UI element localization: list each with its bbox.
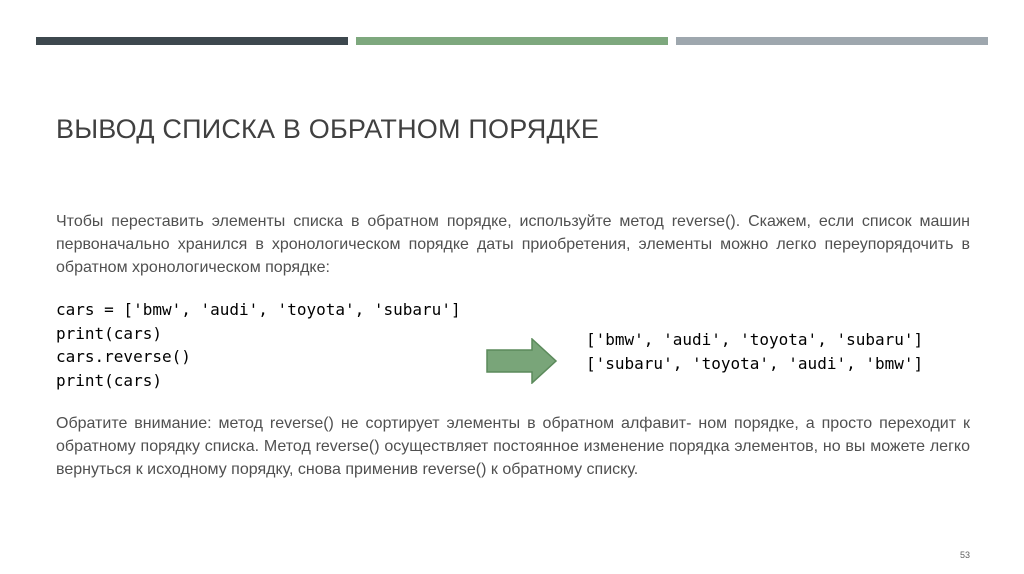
output-line: ['bmw', 'audi', 'toyota', 'subaru'] [586, 330, 924, 349]
intro-paragraph: Чтобы переставить элементы списка в обратном порядке, используйте метод reverse(). Скажем, если список машин первоначально хранился в хронологическом порядке даты приобретения, элементы можно легко переупорядочить в обратном хронологическом порядке: [56, 213, 970, 276]
top-decor-bar-gray [676, 37, 988, 45]
slide-title: ВЫВОД СПИСКА В ОБРАТНОМ ПОРЯДКЕ [56, 114, 600, 144]
top-decor-bar-green [356, 37, 668, 45]
note-paragraph: Обратите внимание: метод reverse() не сортирует элементы в обратном алфавит- ном порядке, а просто переходит к обратному порядку списка. Метод reverse() осуществляет постоянное изменение порядка элементов, но вы можете легко вернуться к исходному порядку, снова применив reverse() к обратному списку. [56, 415, 970, 478]
code-line: print(cars) [56, 370, 162, 390]
code-line: cars.reverse() [56, 347, 191, 366]
code-line: cars = ['bmw', 'audi', 'toyota', 'subaru'] [56, 300, 461, 319]
code-block [56, 298, 461, 392]
page-number: 53 [959, 550, 970, 560]
output-block [586, 328, 923, 376]
right-arrow-icon [486, 338, 558, 384]
code-line: print(cars) [56, 323, 162, 343]
top-decor-bar-dark [36, 37, 348, 45]
output-line: ['subaru', 'toyota', 'audi', 'bmw'] [586, 354, 924, 373]
